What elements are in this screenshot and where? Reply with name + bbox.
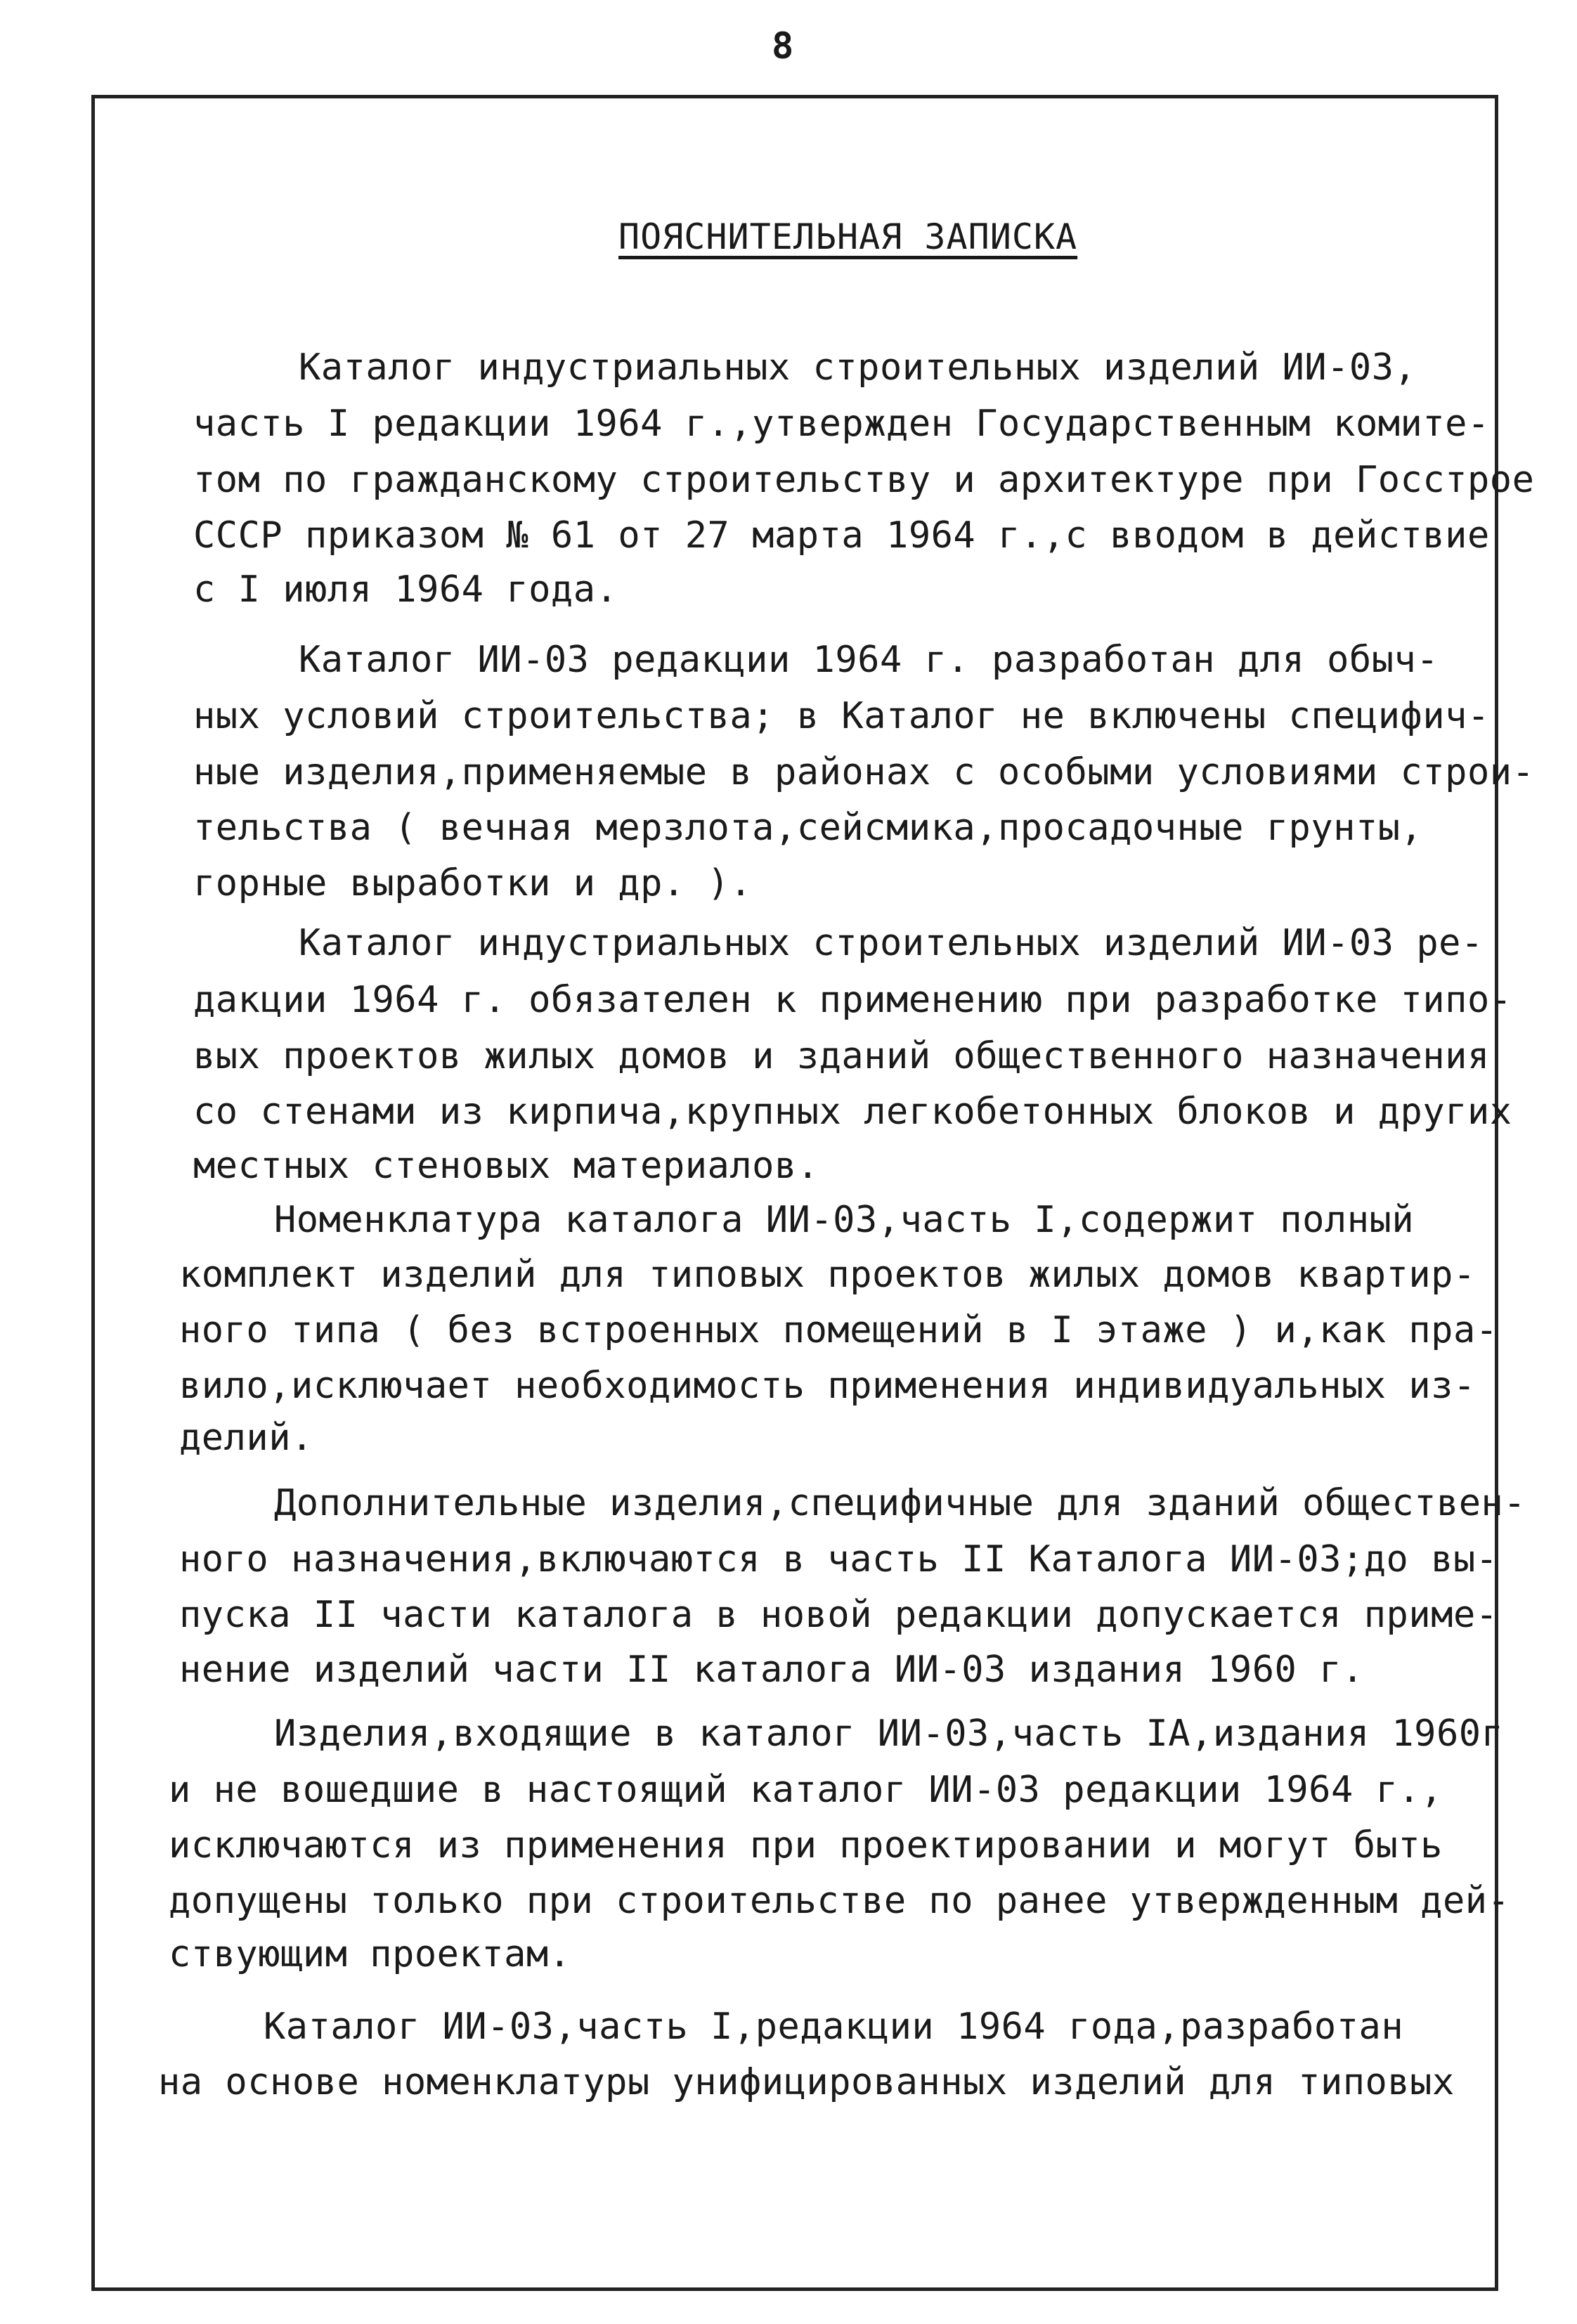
page-title: ПОЯСНИТЕЛЬНАЯ ЗАПИСКА xyxy=(618,216,1078,257)
paragraph-6-line-3: исключаются из применения при проектировании и могут быть xyxy=(169,1824,1443,1867)
paragraph-5-line-2: ного назначения,включаются в часть II Каталога ИИ-03;до вы- xyxy=(179,1538,1498,1580)
paragraph-3-line-2: дакции 1964 г. обязателен к применению при разработке типо- xyxy=(193,979,1512,1021)
paragraph-5-line-1: Дополнительные изделия,специфичные для зданий обществен- xyxy=(274,1482,1526,1524)
paragraph-2-line-1: Каталог ИИ-03 редакции 1964 г. разработан для обыч- xyxy=(299,639,1439,681)
paragraph-3-line-3: вых проектов жилых домов и зданий общественного назначения xyxy=(193,1035,1490,1077)
paragraph-1-line-3: том по гражданскому строительству и архитектуре при Госстрое xyxy=(193,459,1535,501)
paragraph-5-line-4: нение изделий части II каталога ИИ-03 издания 1960 г. xyxy=(179,1649,1364,1691)
paragraph-6-line-4: допущены только при строительстве по ранее утвержденным дей- xyxy=(169,1880,1510,1922)
page-number: 8 xyxy=(772,25,794,67)
paragraph-3-line-4: со стенами из кирпича,крупных легкобетонных блоков и других xyxy=(193,1091,1512,1133)
paragraph-7-line-2: на основе номенклатуры унифицированных изделий для типовых xyxy=(158,2061,1455,2103)
paragraph-4-line-5: делий. xyxy=(179,1417,313,1459)
paragraph-3-line-5: местных стеновых материалов. xyxy=(193,1145,819,1187)
paragraph-1-line-2: часть I редакции 1964 г.,утвержден Государственным комите- xyxy=(193,403,1490,445)
paragraph-2-line-2: ных условий строительства; в Каталог не включены специфич- xyxy=(193,695,1490,737)
paragraph-2-line-5: горные выработки и др. ). xyxy=(193,862,753,904)
paragraph-1-line-4: СССР приказом № 61 от 27 марта 1964 г.,с вводом в действие xyxy=(193,514,1490,557)
paragraph-2-line-3: ные изделия,применяемые в районах с особыми условиями строи- xyxy=(193,751,1535,793)
paragraph-4-line-2: комплект изделий для типовых проектов жилых домов квартир- xyxy=(179,1254,1476,1296)
paragraph-6-line-5: ствующим проектам. xyxy=(169,1933,571,1975)
paragraph-7-line-1: Каталог ИИ-03,часть I,редакции 1964 года,разработан xyxy=(264,2006,1404,2048)
paragraph-1-line-1: Каталог индустриальных строительных изделий ИИ-03, xyxy=(299,346,1417,389)
paragraph-3-line-1: Каталог индустриальных строительных изделий ИИ-03 ре- xyxy=(299,922,1484,964)
paragraph-4-line-3: ного типа ( без встроенных помещений в I этаже ) и,как пра- xyxy=(179,1309,1498,1351)
paragraph-2-line-4: тельства ( вечная мерзлота,сейсмика,просадочные грунты, xyxy=(193,807,1423,849)
paragraph-6-line-1: Изделия,входящие в каталог ИИ-03,часть IА,издания 1960г xyxy=(274,1713,1504,1755)
paragraph-4-line-1: Номенклатура каталога ИИ-03,часть I,содержит полный xyxy=(274,1199,1415,1241)
paragraph-5-line-3: пуска II части каталога в новой редакции допускается приме- xyxy=(179,1594,1498,1636)
paragraph-4-line-4: вило,исключает необходимость применения индивидуальных из- xyxy=(179,1365,1476,1407)
paragraph-6-line-2: и не вошедшие в настоящий каталог ИИ-03 редакции 1964 г., xyxy=(169,1769,1443,1811)
paragraph-1-line-5: с I июля 1964 года. xyxy=(193,569,618,611)
